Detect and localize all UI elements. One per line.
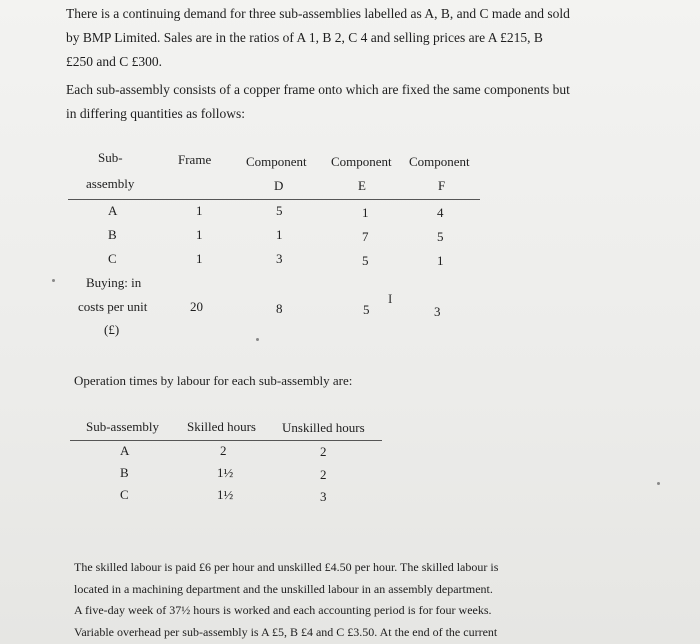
mark-dot: [256, 338, 259, 341]
header-component-f: Component: [409, 154, 470, 169]
buying-label-1: Buying: in: [86, 275, 142, 290]
cell: 2: [220, 443, 227, 458]
closing-line: located in a machining department and the unskilled labour in an assembly department.: [74, 581, 493, 596]
row-label-b: B: [108, 227, 117, 242]
cell: 1: [437, 253, 444, 268]
cell: 5: [437, 229, 444, 244]
row-label-c: C: [120, 487, 129, 502]
cell: 1: [196, 251, 203, 266]
closing-line: The skilled labour is paid £6 per hour and unskilled £4.50 per hour. The skilled labour is: [74, 560, 499, 574]
header-f: F: [438, 178, 446, 193]
cell: 3: [320, 489, 327, 504]
cell: 1: [196, 227, 203, 242]
table-rule: [68, 199, 480, 200]
row-label-a: A: [108, 203, 118, 218]
intro-paragraph: [66, 2, 626, 126]
cell: 5: [276, 203, 283, 218]
header-unskilled: Unskilled hours: [282, 420, 365, 435]
cell: 1: [362, 205, 369, 220]
cell: 1½: [217, 487, 234, 502]
mark-dot: [52, 279, 55, 282]
header-component-d: Component: [246, 154, 307, 169]
closing-line: Variable overhead per sub-assembly is A £5, B £4 and C £3.50. At the end of the current: [74, 624, 498, 639]
intro-line: by BMP Limited. Sales are in the ratios of A 1, B 2, C 4 and selling prices are A £215, B: [66, 30, 543, 45]
cell: 8: [276, 301, 283, 316]
row-label-b: B: [120, 465, 129, 480]
mark-dot: [657, 482, 660, 485]
header-e: E: [358, 178, 366, 193]
header-frame: Frame: [178, 152, 212, 167]
closing-paragraph: [74, 557, 594, 643]
header-assembly: assembly: [86, 176, 135, 191]
row-label-a: A: [120, 443, 130, 458]
cell: 20: [190, 299, 203, 314]
header-component-e: Component: [331, 154, 392, 169]
text-cursor-icon: I: [388, 291, 393, 306]
buying-label-3: (£): [104, 322, 120, 337]
cell: 1: [276, 227, 283, 242]
cell: 3: [276, 251, 283, 266]
intro-line: Each sub-assembly consists of a copper frame onto which are fixed the same components but: [66, 82, 570, 97]
header-d: D: [274, 178, 284, 193]
header-skilled: Skilled hours: [187, 419, 256, 434]
cell: 5: [362, 253, 369, 268]
intro-line: £250 and C £300.: [66, 54, 162, 69]
cell: 2: [320, 444, 327, 459]
cell: 5: [363, 302, 370, 317]
buying-label-2: costs per unit: [78, 299, 148, 314]
table-rule: [70, 440, 382, 441]
cell: 4: [437, 205, 444, 220]
row-label-c: C: [108, 251, 117, 266]
cell: 2: [320, 467, 327, 482]
intro-line: in differing quantities as follows:: [66, 106, 245, 121]
cell: 3: [434, 304, 441, 319]
cell: 1: [196, 203, 203, 218]
cell: 7: [362, 229, 369, 244]
cell: 1½: [217, 465, 234, 480]
closing-line: A five-day week of 37½ hours is worked and each accounting period is for four weeks.: [74, 603, 492, 617]
header-sub: Sub-: [98, 150, 123, 165]
header-sub-assembly: Sub-assembly: [86, 419, 159, 434]
intro-line: There is a continuing demand for three sub-assemblies labelled as A, B, and C made and sold: [66, 6, 570, 21]
operation-intro: Operation times by labour for each sub-assembly are:: [74, 373, 353, 388]
